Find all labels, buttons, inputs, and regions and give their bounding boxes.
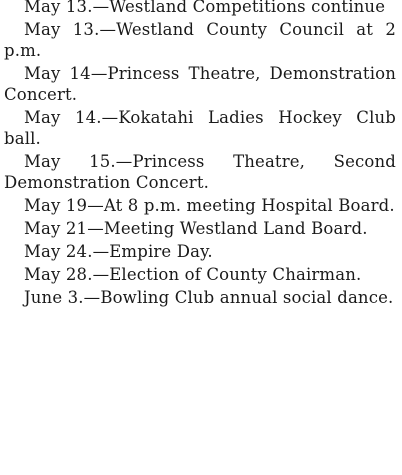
event-entry: May 19—At 8 p.m. meeting Hospital Board. xyxy=(24,196,395,215)
event-entry: May 24.—Empire Day. xyxy=(24,242,213,261)
event-entry: May 15.—Princess Theatre, Second Demonstration Concert. xyxy=(4,152,396,192)
event-entry: May 14.—Kokatahi Ladies Hockey Club ball. xyxy=(4,108,396,148)
event-entry: May 21—Meeting Westland Land Board. xyxy=(24,219,368,238)
event-entry: May 13.—Westland County Council at 2 p.m. xyxy=(4,20,396,60)
event-entry: June 3.—Bowling Club annual social dance. xyxy=(24,288,394,307)
event-entry: May 14—Princess Theatre, Demonstration Concert. xyxy=(4,64,396,104)
event-entry: May 13.—Westland Competitions continue xyxy=(24,0,386,16)
events-column xyxy=(4,0,396,310)
event-entry: May 28.—Election of County Chairman. xyxy=(24,265,362,284)
